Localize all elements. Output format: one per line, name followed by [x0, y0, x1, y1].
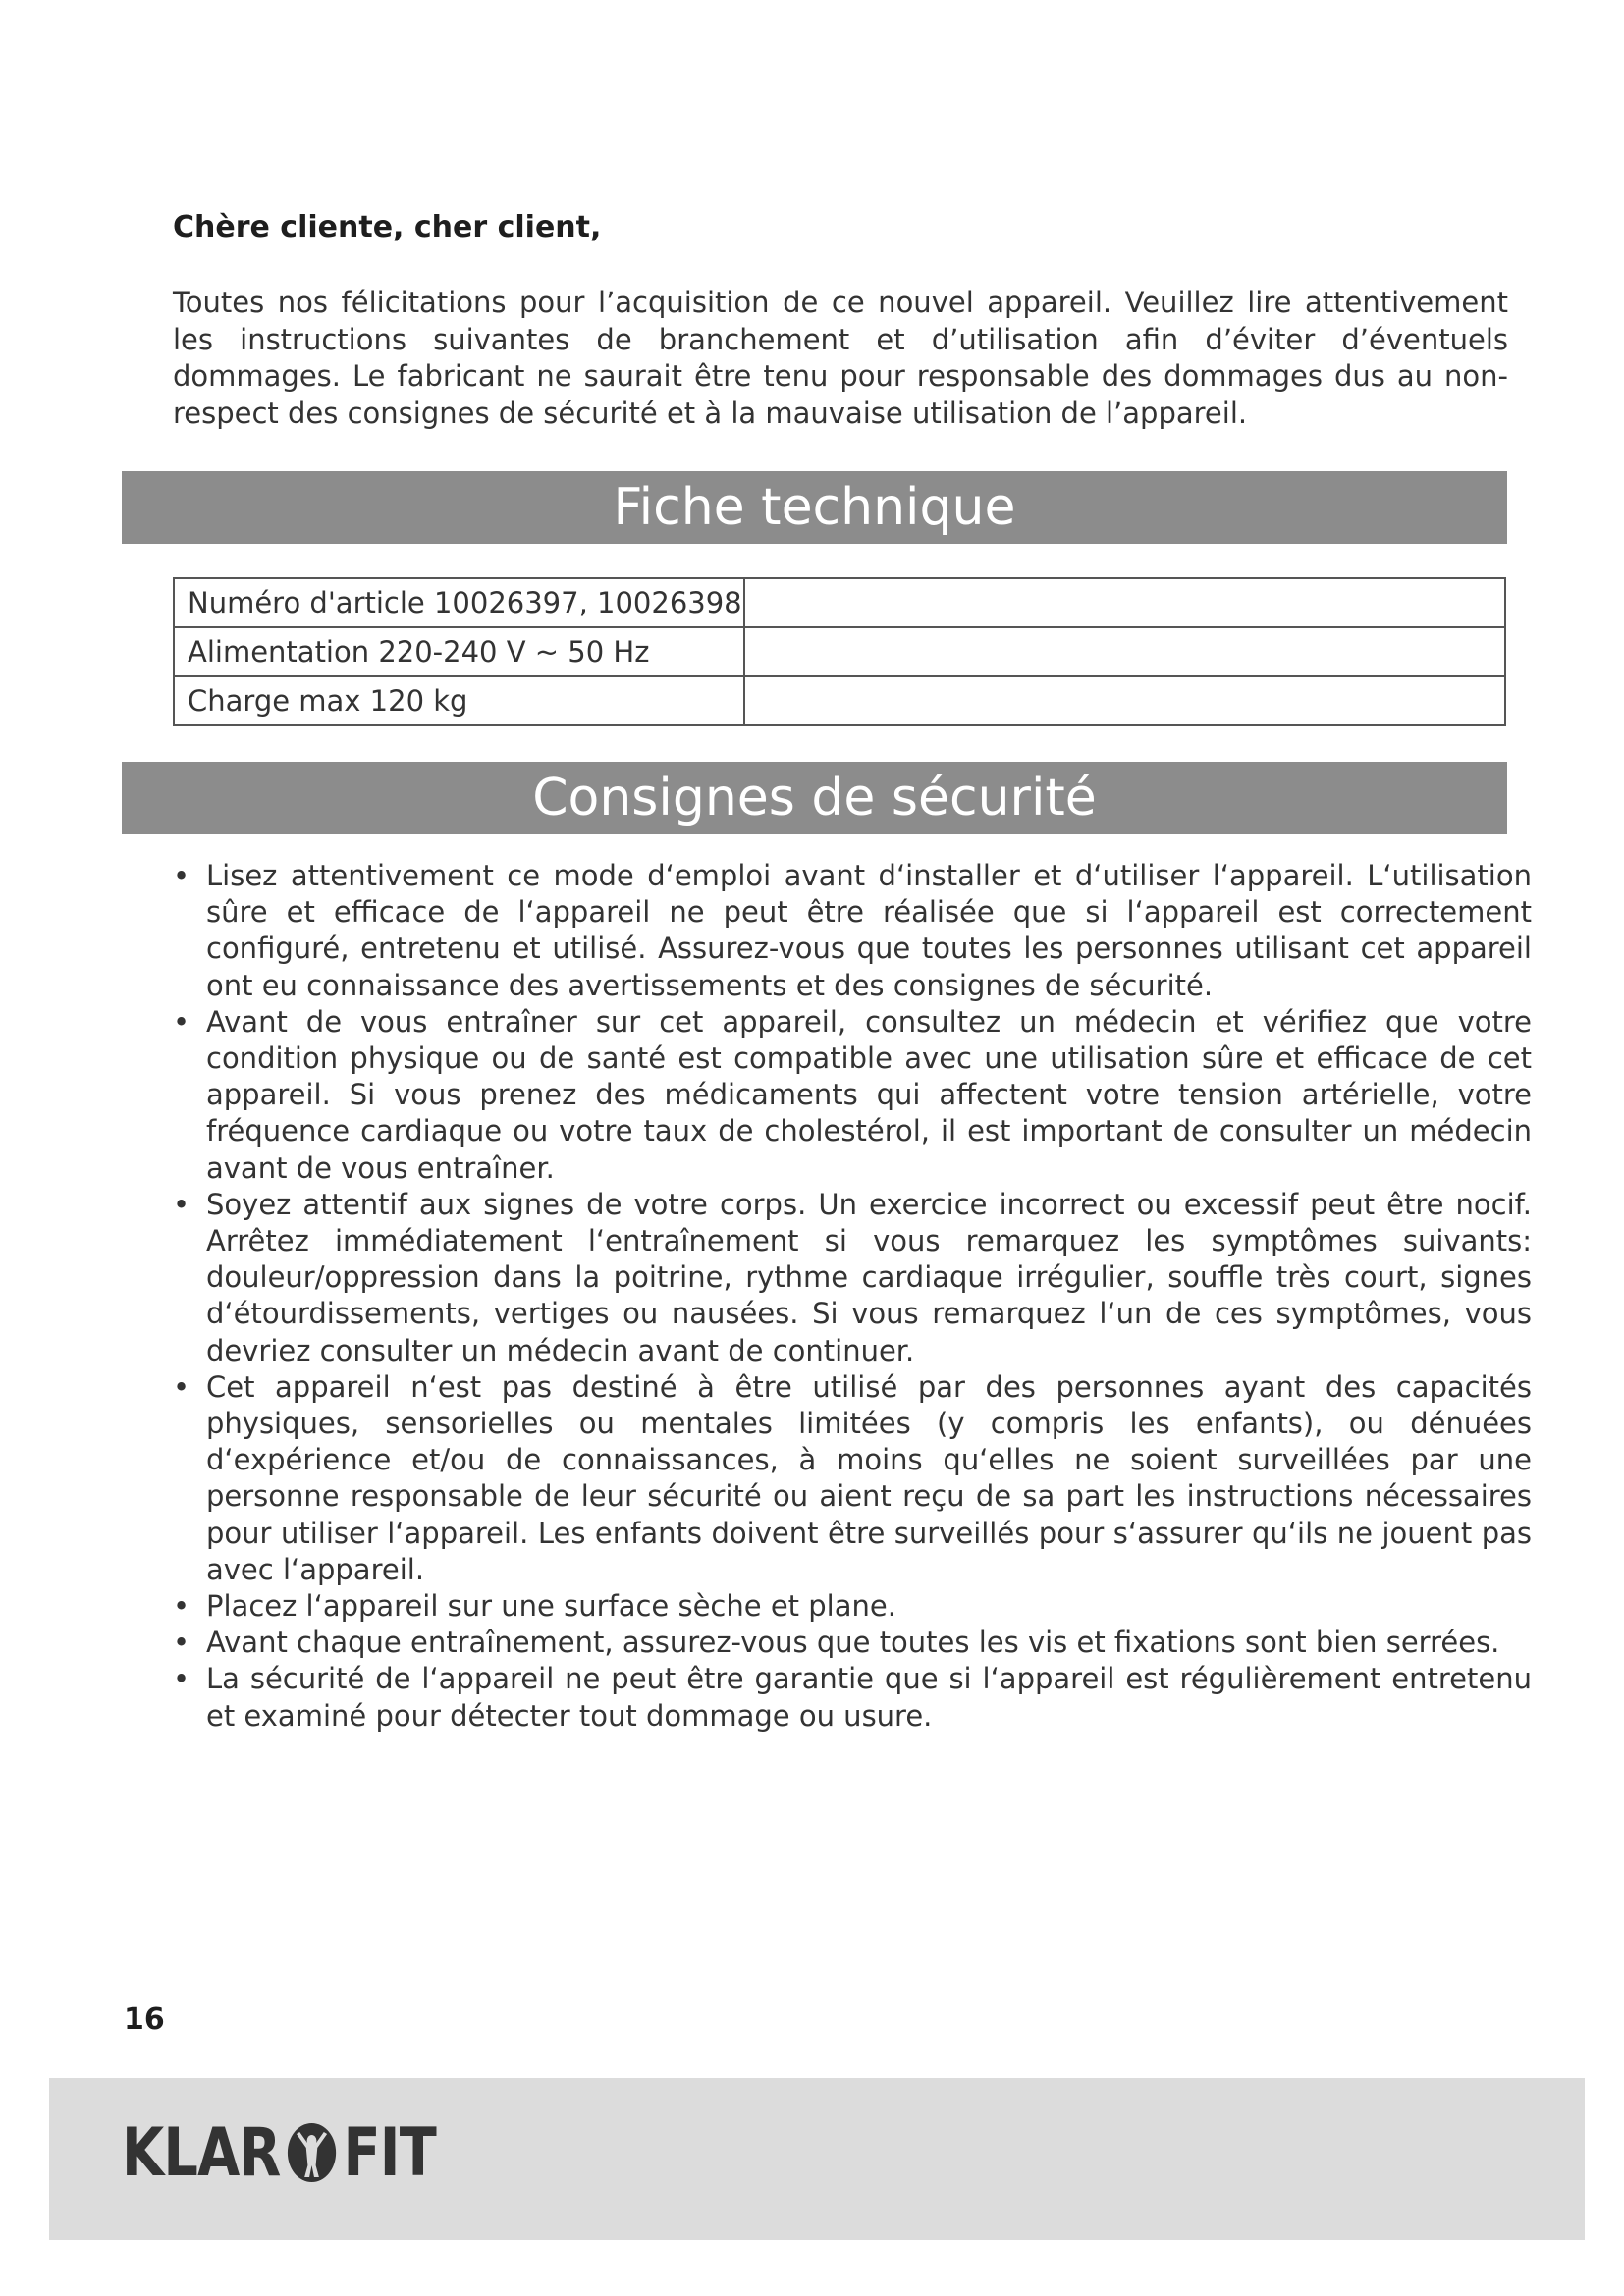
list-item-text: Cet appareil n‘est pas destiné à être utilisé par des personnes ayant des capacités physiques, sensorielles ou mentales limitées (y compris les enfants), ou dénuées d‘expérience et/ou de connaissances, à moins qu‘elles ne soient surveillées par une personne responsable de leur sécurité ou aient reçu de sa part les instructions nécessaires pour utiliser l‘appareil. Les enfants doivent être surveillés pour s‘assurer qu‘ils ne jouent pas avec l‘appareil.	[206, 1369, 1532, 1586]
table-row	[174, 578, 1505, 627]
list-item	[173, 1625, 1532, 1661]
bullet-icon: •	[173, 1004, 190, 1039]
logo-text-right: FIT	[343, 2113, 436, 2192]
list-item	[173, 1661, 1532, 1734]
safety-list	[173, 858, 1532, 1735]
list-item-text: Placez l‘appareil sur une surface sèche et plane.	[206, 1589, 896, 1624]
spec-article-number: Numéro d'article 10026397, 10026398	[174, 578, 744, 627]
spec-empty-cell	[744, 578, 1505, 627]
spec-max-load: Charge max 120 kg	[174, 676, 744, 725]
tech-sheet-heading: Fiche technique	[122, 471, 1507, 544]
footer-bar	[49, 2078, 1585, 2240]
table-row	[174, 627, 1505, 676]
list-item-text: Lisez attentivement ce mode d‘emploi avant d‘installer et d‘utiliser l‘appareil. L‘utilisation sûre et efficace de l‘appareil ne peut être réalisée que si l‘appareil est correctement configuré, entretenu et utilisé. Assurez-vous que toutes les personnes utilisant cet appareil ont eu connaissance des avertissements et des consignes de sécurité.	[206, 859, 1532, 1002]
logo-text-left: KLAR	[122, 2113, 281, 2192]
safety-heading: Consignes de sécurité	[122, 762, 1507, 834]
spec-empty-cell	[744, 676, 1505, 725]
list-item-text: Soyez attentif aux signes de votre corps. Un exercice incorrect ou excessif peut être nocif. Arrêtez immédiatement l‘entraînement si vous remarquez les symptômes suivants: douleur/oppression dans la poitrine, rythme cardiaque irrégulier, souffle très court, signes d‘étourdissements, vertiges ou nausées. Si vous remarquez l‘un de ces symptômes, vous devriez consulter un médecin avant de continuer.	[206, 1187, 1532, 1367]
list-item-text: Avant chaque entraînement, assurez-vous que toutes les vis et fixations sont bien serrées.	[206, 1626, 1500, 1660]
list-item	[173, 1588, 1532, 1625]
list-item	[173, 858, 1532, 1004]
bullet-icon: •	[173, 1589, 190, 1624]
list-item	[173, 1004, 1532, 1187]
table-row	[174, 676, 1505, 725]
bullet-icon: •	[173, 1626, 190, 1660]
list-item-text: Avant de vous entraîner sur cet appareil, consultez un médecin et vérifiez que votre condition physique ou de santé est compatible avec une utilisation sûre et efficace de cet appareil. Si vous prenez des médicaments qui affectent votre tension artérielle, votre fréquence cardiaque ou votre taux de cholestérol, il est important de consulter un médecin avant de vous entraîner.	[206, 1004, 1532, 1185]
page-number: 16	[124, 2002, 165, 2037]
bullet-icon: •	[173, 1187, 190, 1221]
list-item	[173, 1187, 1532, 1369]
bullet-icon: •	[173, 1369, 190, 1404]
spec-power-supply: Alimentation 220-240 V ~ 50 Hz	[174, 627, 744, 676]
list-item	[173, 1369, 1532, 1588]
greeting: Chère cliente, cher client,	[173, 210, 602, 244]
fitness-figure-icon	[287, 2122, 337, 2183]
brand-logo	[122, 2113, 436, 2192]
spec-empty-cell	[744, 627, 1505, 676]
bullet-icon: •	[173, 1662, 190, 1696]
tech-sheet-table	[173, 577, 1506, 726]
intro-paragraph: Toutes nos félicitations pour l’acquisition de ce nouvel appareil. Veuillez lire attentivement les instructions suivantes de branchement et d’utilisation afin d’éviter d’éventuels dommages. Le fabricant ne saurait être tenu pour responsable des dommages dus au non-respect des consignes de sécurité et à la mauvaise utilisation de l’appareil.	[173, 286, 1508, 430]
bullet-icon: •	[173, 859, 190, 892]
list-item-text: La sécurité de l‘appareil ne peut être garantie que si l‘appareil est régulièrement entretenu et examiné pour détecter tout dommage ou usure.	[206, 1662, 1532, 1733]
